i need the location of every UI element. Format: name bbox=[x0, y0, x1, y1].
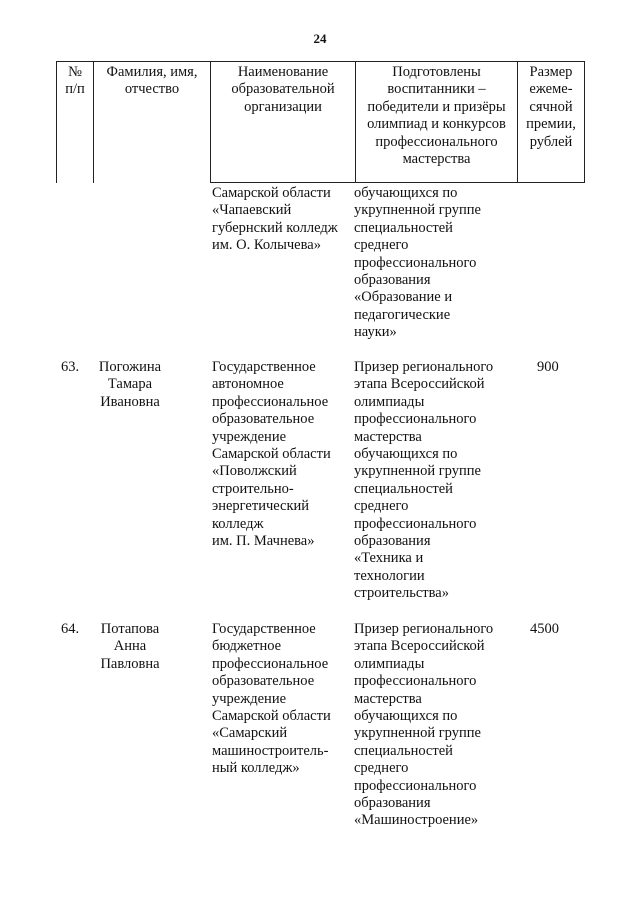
header-cell-number: № п/п bbox=[57, 62, 94, 183]
row-64-name: Потапова Анна Павловна bbox=[100, 621, 160, 672]
row-63-prepared: Призер регионального этапа Всероссийской олимпиады профессионального мастерства обучающихся по укрупненной группе специальностей среднего профессионального образования «Техника и технологии строительства» bbox=[354, 359, 494, 602]
header-cell-name: Фамилия, имя, отчество bbox=[94, 62, 211, 183]
continuation-organization: Самарской области «Чапаевский губернский колледж им. О. Колычева» bbox=[212, 185, 338, 254]
page-number: 24 bbox=[313, 31, 327, 46]
header-cell-organization: Наименование образовательной организации bbox=[211, 62, 356, 183]
continuation-prepared: обучающихся по укрупненной группе специальностей среднего профессионального образования «Образование и педагогические науки» bbox=[354, 185, 481, 341]
row-63-bonus: 900 bbox=[537, 359, 559, 375]
row-63-number: 63. bbox=[61, 359, 80, 375]
row-64-number: 64. bbox=[61, 621, 80, 637]
row-63-organization: Государственное автономное профессиональное образовательное учреждение Самарской области «Поволжский строительно- энергетический колледж им. П. Мачнева» bbox=[212, 359, 331, 550]
row-64-bonus: 4500 bbox=[530, 621, 559, 637]
header-cell-prepared: Подготовлены воспитанники – победители и призёры олимпиад и конкурсов профессионального мастерства bbox=[356, 62, 518, 183]
row-63-name: Погожина Тамара Ивановна bbox=[98, 359, 162, 410]
table-header bbox=[56, 61, 585, 183]
row-64-organization: Государственное бюджетное профессиональное образовательное учреждение Самарской области «Самарский машиностроитель- ный колледж» bbox=[212, 621, 331, 777]
row-64-prepared: Призер регионального этапа Всероссийской олимпиады профессионального мастерства обучающихся по укрупненной группе специальностей среднего профессионального образования «Машиностроение» bbox=[354, 621, 494, 829]
header-cell-bonus: Размер ежеме- сячной премии, рублей bbox=[518, 62, 585, 183]
